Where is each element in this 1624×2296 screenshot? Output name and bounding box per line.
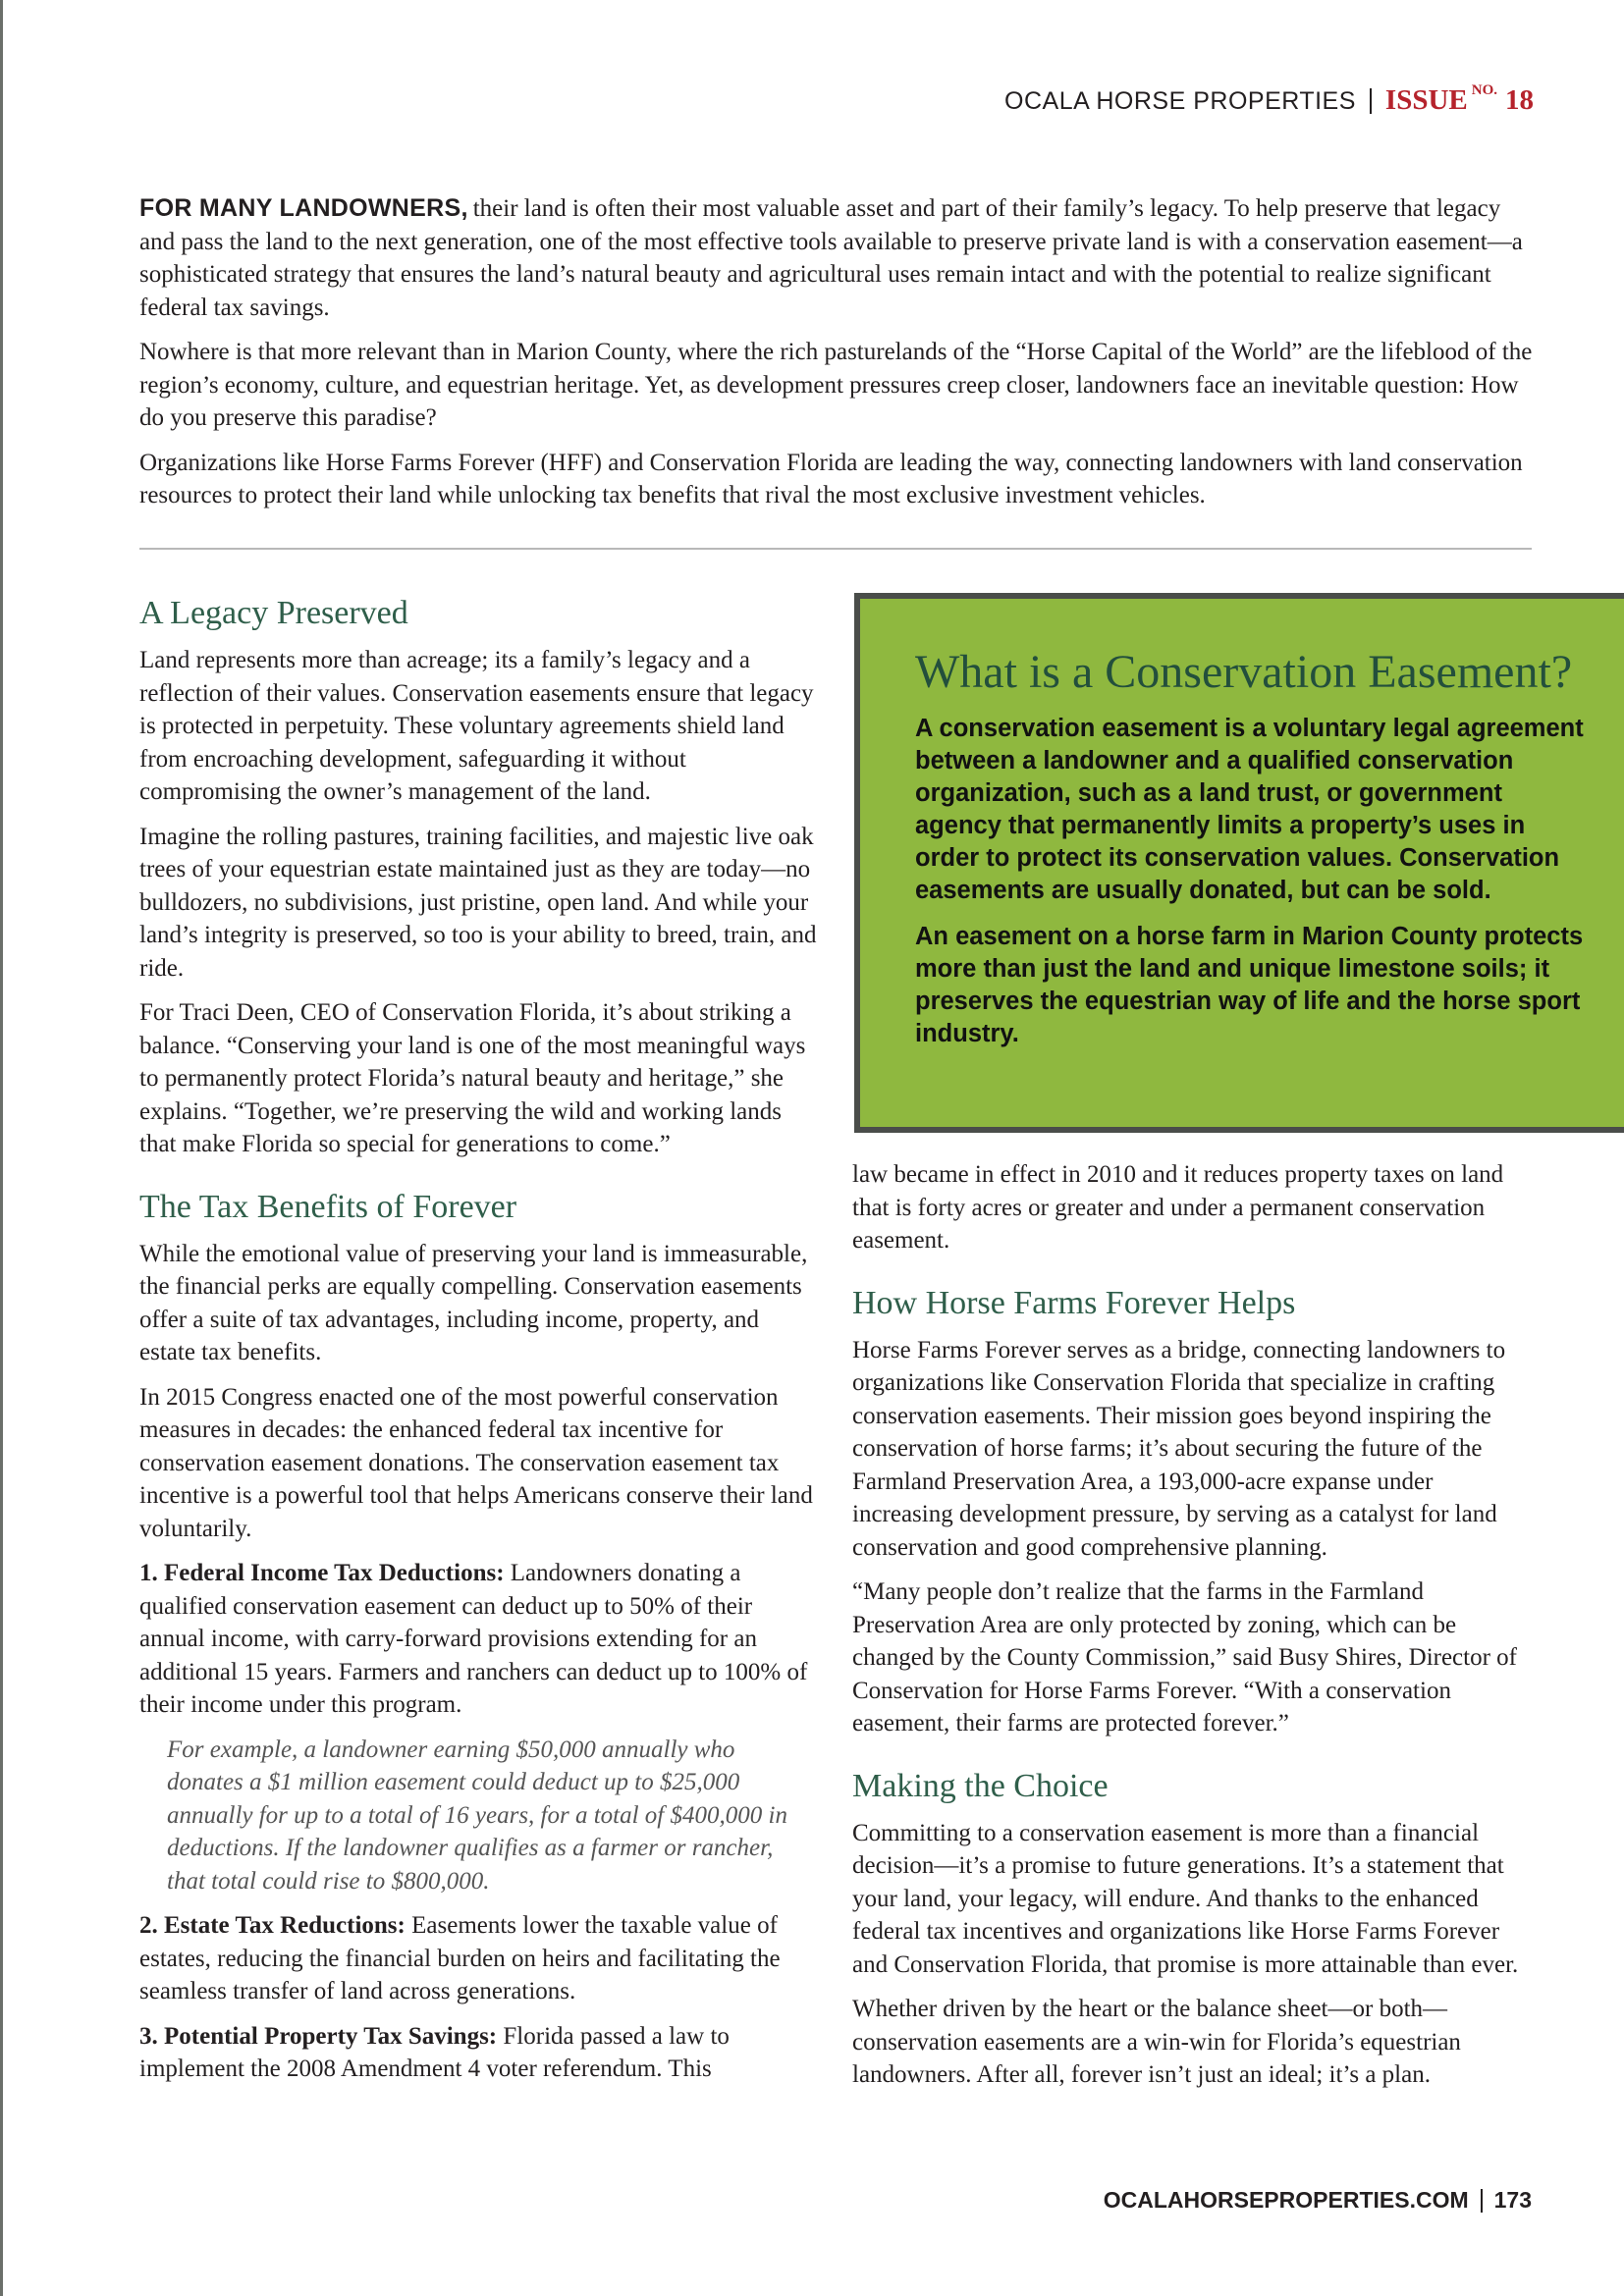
right-column xyxy=(852,1158,1530,2104)
body-paragraph: For Traci Deen, CEO of Conservation Florida, it’s about striking a balance. “Conserving your land is one of the most meaningful ways to permanently protect Florida’s natural beauty and heritage,” she explains. “Together, we’re preserving the wild and working lands that make Florida so special for generations to come.” xyxy=(139,999,806,1157)
intro-text-1: their land is often their most valuable asset and part of their family’s legacy. To help preserve that legacy and pass the land to the next generation, one of the most effective tools available to preserve private land is with a conservation easement—a sophisticated strategy that ensures the land’s natural beauty and agricultural uses remain intact and with the potential to realize significant federal tax savings. xyxy=(139,195,1523,321)
example-paragraph: For example, a landowner earning $50,000 annually who donates a $1 million easement could deduct up to $25,000 annually for up to a total of 16 years, for a total of $400,000 in deductions. If the landowner qualifies as a farmer or rancher, that total could rise to $800,000. xyxy=(167,1735,787,1895)
header-divider xyxy=(1370,88,1372,114)
list-item-federal-income xyxy=(139,1557,817,1722)
magazine-name: OCALA HORSE PROPERTIES xyxy=(1004,87,1356,115)
list-item-label: 3. Potential Property Tax Savings: xyxy=(139,2022,498,2050)
heading-making-choice: Making the Choice xyxy=(852,1767,1109,1804)
body-paragraph: While the emotional value of preserving your land is immeasurable, the financial perks are equally compelling. Conservation easements offer a suite of tax advantages, including income, property, and estate tax benefits. xyxy=(139,1240,808,1365)
body-paragraph: Imagine the rolling pastures, training facilities, and majestic live oak trees of your equestrian estate maintained just as they are today—no bulldozers, no subdivisions, just pristine, open land. And while your land’s integrity is preserved, so too is your ability to breed, train, and ride. xyxy=(139,823,817,982)
left-column xyxy=(139,593,817,2098)
conservation-easement-sidebar xyxy=(860,599,1624,1127)
intro-paragraph-3: Organizations like Horse Farms Forever (HFF) and Conservation Florida are leading the way, connecting landowners with land conservation resources to protect their land while unlocking tax benefits that rival the most exclusive investment vehicles. xyxy=(139,449,1523,508)
list-item-estate-tax xyxy=(139,1909,817,2008)
section-divider xyxy=(139,548,1532,550)
sidebar-paragraph: A conservation easement is a voluntary legal agreement between a landowner and a qualified conservation organization, such as a land trust, or government agency that permanently limits a property’s uses in order to protect its conservation values. Conservation easements are usually donated, but can be sold. xyxy=(915,715,1584,904)
body-paragraph: Committing to a conservation easement is more than a financial decision—it’s a promise to future generations. It’s a statement that your land, your legacy, will endure. And thanks to the enhanced federal tax incentives and organizations like Horse Farms Forever and Conservation Florida, that promise is more attainable than ever. xyxy=(852,1819,1519,1978)
heading-tax-benefits: The Tax Benefits of Forever xyxy=(139,1188,517,1225)
page-number: 173 xyxy=(1493,2187,1532,2213)
intro-paragraph-2: Nowhere is that more relevant than in Marion County, where the rich pasturelands of the “Horse Capital of the World” are the lifeblood of the region’s economy, culture, and equestrian heritage. Yet, as development pressures creep closer, landowners face an inevitable question: How do you preserve this paradise? xyxy=(139,339,1533,431)
intro-paragraph-1 xyxy=(139,192,1534,324)
lead-in: FOR MANY LANDOWNERS, xyxy=(139,194,468,222)
heading-hff-helps: How Horse Farms Forever Helps xyxy=(852,1284,1296,1321)
intro-section xyxy=(139,192,1534,524)
list-item-text: Landowners donating a qualified conservation easement can deduct up to 50% of their annual income, with carry-forward provisions extending for an additional 15 years. Farmers and ranchers can deduct up to 100% of their income under this program. xyxy=(139,1560,808,1718)
list-item-label: 2. Estate Tax Reductions: xyxy=(139,1912,406,1939)
list-item-text: Florida passed a law to implement the 2008 Amendment 4 voter referendum. This xyxy=(139,2022,730,2082)
list-item-property-tax xyxy=(139,2020,817,2086)
body-paragraph: law became in effect in 2010 and it reduces property taxes on land that is forty acres or greater and under a permanent conservation easement. xyxy=(852,1161,1504,1254)
body-paragraph: “Many people don’t realize that the farms in the Farmland Preservation Area are only protected by zoning, which can be changed by the County Commission,” said Busy Shires, Director of Conservation for Horse Farms Forever. “With a conservation easement, their farms are protected forever.” xyxy=(852,1578,1518,1736)
page-spine xyxy=(0,0,3,2296)
body-paragraph: Land represents more than acreage; its a family’s legacy and a reflection of their values. Conservation easements ensure that legacy is protected in perpetuity. These voluntary agreements shield land from encroaching development, safeguarding it without compromising the owner’s management of the land. xyxy=(139,647,814,805)
page-footer xyxy=(1104,2187,1532,2214)
list-item-text: Easements lower the taxable value of estates, reducing the financial burden on heirs and facilitating the seamless transfer of land across generations. xyxy=(139,1912,781,2004)
heading-legacy-preserved: A Legacy Preserved xyxy=(139,595,408,631)
issue-number: 18 xyxy=(1505,84,1534,116)
body-paragraph: In 2015 Congress enacted one of the most powerful conservation measures in decades: the enhanced federal tax incentive for conservation easement donations. The conservation easement tax incentive is a powerful tool that helps Americans conserve their land voluntarily. xyxy=(139,1383,813,1542)
footer-divider xyxy=(1481,2189,1483,2213)
issue-label xyxy=(1385,84,1534,117)
body-paragraph: Horse Farms Forever serves as a bridge, connecting landowners to organizations like Conservation Florida that specialize in crafting conservation easements. Their mission goes beyond inspiring the conservation of horse farms; it’s about securing the future of the Farmland Preservation Area, a 193,000-acre expanse under increasing development pressure, by serving as a catalyst for land conservation and good comprehensive planning. xyxy=(852,1336,1506,1561)
sidebar-paragraph: An easement on a horse farm in Marion County protects more than just the land and unique limestone soils; it preserves the equestrian way of life and the horse sport industry. xyxy=(915,923,1584,1047)
issue-no-label: NO. xyxy=(1471,82,1497,99)
sidebar-title: What is a Conservation Easement? xyxy=(915,646,1573,698)
list-item-label: 1. Federal Income Tax Deductions: xyxy=(139,1560,505,1586)
body-paragraph: Whether driven by the heart or the balance sheet—or both—conservation easements are a win-win for Florida’s equestrian landowners. After all, forever isn’t just an ideal; it’s a plan. xyxy=(852,1996,1461,2088)
website-url: OCALAHORSEPROPERTIES.COM xyxy=(1103,2187,1469,2213)
running-header xyxy=(1004,84,1534,117)
issue-word: ISSUE xyxy=(1384,84,1468,116)
